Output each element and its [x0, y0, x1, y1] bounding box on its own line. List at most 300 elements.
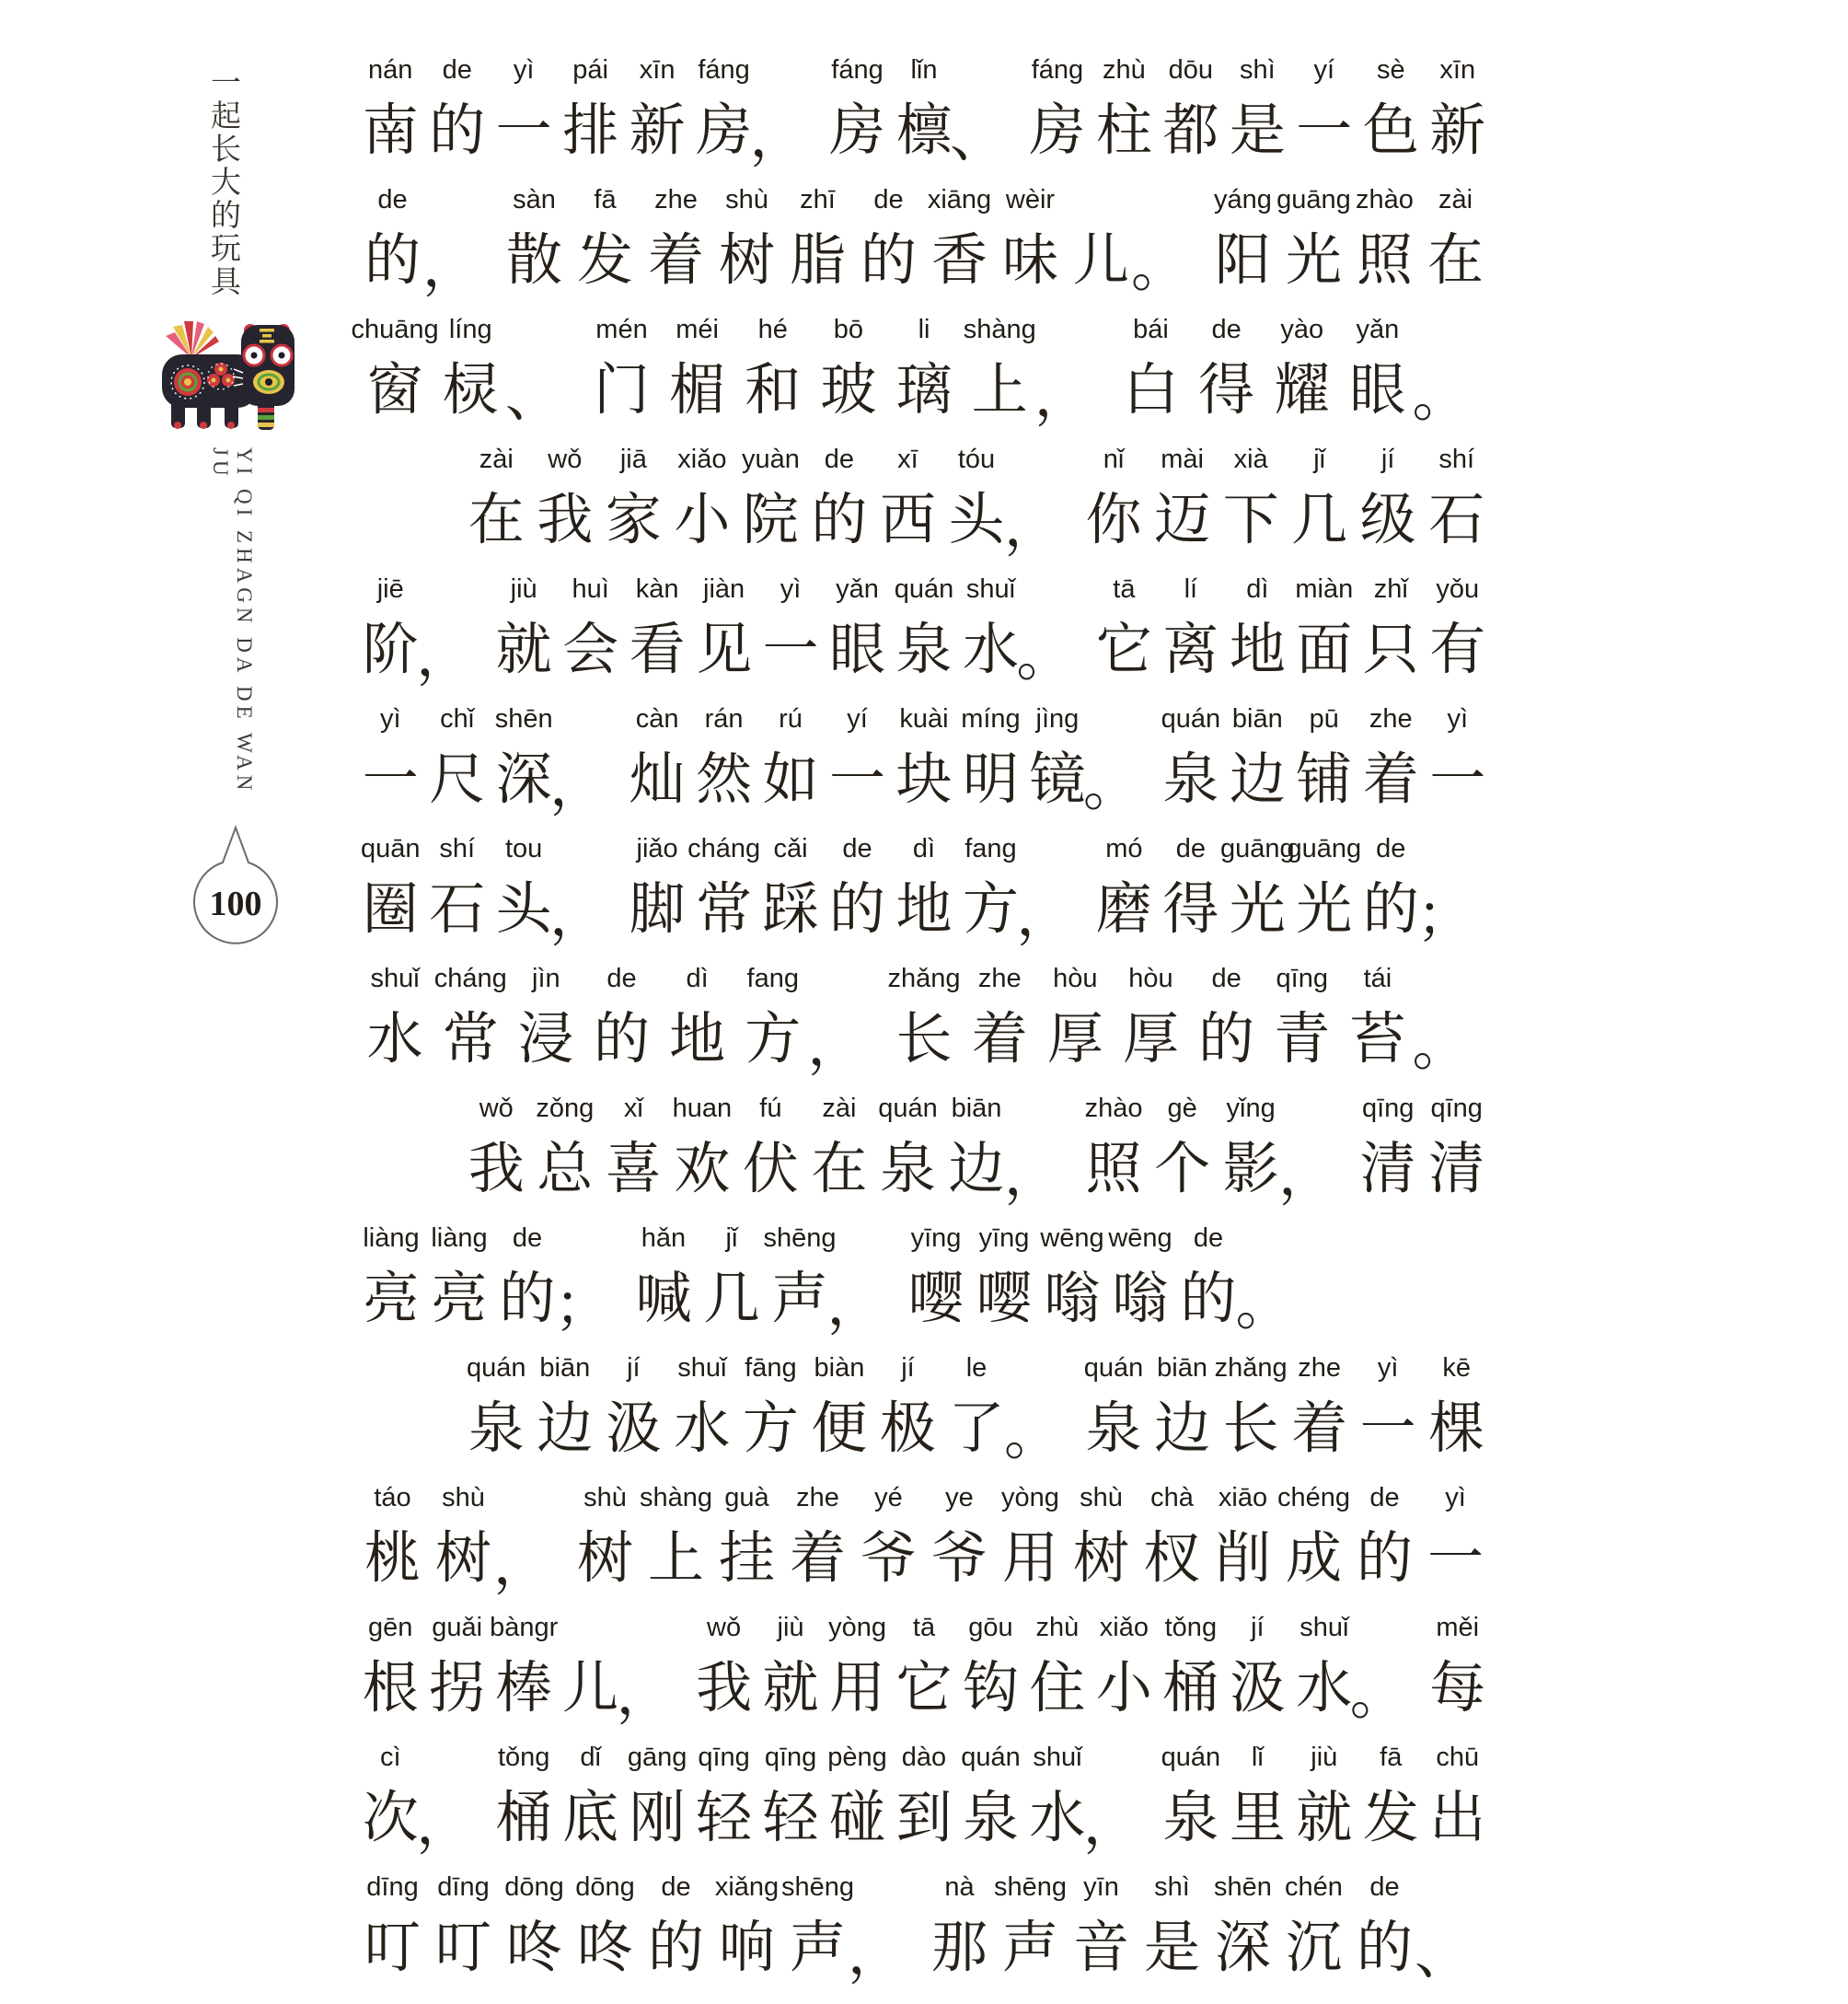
pinyin-annotation: zài: [822, 1094, 857, 1123]
hanzi-character: 亮: [363, 1268, 420, 1330]
hanzi-character: 泉: [879, 1139, 936, 1200]
hanzi-character: 汲: [1229, 1658, 1286, 1720]
pinyin-annotation: bō: [833, 315, 864, 344]
pinyin-annotation: zhe: [1298, 1353, 1342, 1383]
hanzi-character: 嘤: [907, 1268, 964, 1330]
pinyin-annotation: jí: [1251, 1613, 1265, 1642]
hanzi-character: 一: [1426, 1528, 1484, 1590]
ruby-cell: [1224, 49, 1290, 172]
pinyin-annotation: chuāng: [351, 315, 439, 344]
hanzi-character: 声: [789, 1917, 846, 1979]
hanzi-character: 耀: [1274, 360, 1331, 422]
hanzi-character: 根: [362, 1658, 419, 1720]
hanzi-character: 儿: [562, 1658, 619, 1720]
hanzi-character: 里: [1229, 1788, 1286, 1849]
pinyin-annotation: hòu: [1128, 964, 1173, 993]
hanzi-character: 小: [1095, 1658, 1152, 1720]
pinyin-annotation: ye: [945, 1483, 974, 1512]
text-line: [357, 691, 1491, 821]
ruby-cell: [782, 179, 853, 302]
ruby-cell: [1137, 1866, 1207, 1989]
ruby-cell: [499, 179, 570, 302]
ruby-cell: [1412, 308, 1491, 432]
ruby-cell: [690, 698, 757, 821]
ruby-cell: [1106, 1217, 1174, 1340]
hanzi-character: 它: [1095, 620, 1152, 681]
ruby-cell: [641, 179, 711, 302]
ruby-cell: [1349, 179, 1420, 302]
pinyin-annotation: mén: [595, 315, 648, 344]
pinyin-annotation: hǎn: [641, 1223, 687, 1253]
ruby-cell: [1420, 179, 1491, 302]
pinyin-annotation: de: [1369, 1872, 1400, 1902]
page-number-balloon: [190, 825, 282, 946]
text-line: [357, 1340, 1491, 1470]
ruby-cell: [549, 698, 623, 821]
ruby-cell: [824, 568, 890, 691]
ruby-cell: [924, 1477, 995, 1600]
pinyin-annotation: wǒ: [707, 1613, 742, 1642]
ruby-cell: [1357, 698, 1424, 821]
hanzi-character: 有: [1429, 620, 1486, 681]
hanzi-character: 的: [1198, 1009, 1255, 1071]
ruby-cell: [1420, 1477, 1491, 1600]
pinyin-annotation: shù: [442, 1483, 485, 1512]
ruby-cell: [1130, 179, 1207, 302]
pinyin-annotation: de: [1211, 964, 1242, 993]
pinyin-annotation: de: [512, 1223, 543, 1253]
ruby-cell: [624, 698, 690, 821]
hanzi-character: 一: [362, 749, 419, 811]
pinyin-annotation: nǐ: [1103, 445, 1125, 474]
hanzi-character: 明: [962, 749, 1019, 811]
ruby-cell: [1357, 568, 1424, 691]
hanzi-character: 水: [1296, 1658, 1353, 1720]
pinyin-annotation: qīng: [1361, 1094, 1415, 1123]
ruby-cell: [957, 1736, 1023, 1859]
pinyin-annotation: shì: [1154, 1872, 1190, 1902]
hanzi-character: 边: [1154, 1398, 1211, 1460]
hanzi-character: 上: [647, 1528, 704, 1590]
ruby-cell: [736, 438, 805, 562]
ruby-cell: [357, 1736, 423, 1859]
pinyin-annotation: jiǎo: [636, 834, 678, 863]
hanzi-character: 长: [1222, 1398, 1279, 1460]
ruby-cell: [735, 957, 811, 1081]
ruby-cell: [891, 828, 957, 951]
punctuation: ，: [492, 1535, 549, 1596]
pinyin-annotation: zhù: [1103, 55, 1146, 85]
ruby-cell: [805, 438, 874, 562]
hanzi-character: 脚: [629, 879, 686, 941]
hanzi-character: 喜: [605, 1139, 662, 1200]
pinyin-annotation: biān: [539, 1353, 591, 1383]
pinyin-annotation: fā: [594, 185, 617, 214]
pinyin-annotation: de: [873, 185, 904, 214]
ruby-cell: [1285, 438, 1354, 562]
ruby-cell: [1024, 698, 1091, 821]
pinyin-annotation: zhe: [654, 185, 698, 214]
pinyin-annotation: xiāng: [927, 185, 992, 214]
ruby-cell: [995, 179, 1066, 302]
ruby-cell: [425, 1217, 493, 1340]
punctuation: ，: [549, 886, 606, 947]
ruby-cell: [357, 1866, 428, 1989]
hanzi-character: 叮: [434, 1917, 491, 1979]
pinyin-annotation: xīn: [1439, 55, 1476, 85]
pinyin-annotation: chén: [1285, 1872, 1343, 1902]
pinyin-annotation: xiǎng: [714, 1872, 780, 1902]
ruby-cell: [995, 1866, 1066, 1989]
hanzi-character: 地: [895, 879, 953, 941]
pinyin-annotation: qīng: [1430, 1094, 1483, 1123]
pinyin-annotation: jiàn: [703, 574, 745, 604]
hanzi-character: 的: [811, 490, 868, 551]
pinyin-annotation: tā: [912, 1613, 936, 1642]
ruby-cell: [423, 1606, 490, 1730]
hanzi-character: 方: [962, 879, 1019, 941]
hanzi-character: 伏: [742, 1139, 799, 1200]
hanzi-character: 用: [1001, 1528, 1058, 1590]
hanzi-character: 都: [1162, 100, 1219, 162]
ruby-cell: [423, 828, 490, 951]
pinyin-annotation: tā: [1113, 574, 1136, 604]
hanzi-character: 极: [879, 1398, 936, 1460]
hanzi-character: 的: [1356, 1917, 1413, 1979]
hanzi-character: 树: [1072, 1528, 1129, 1590]
text-line: [357, 821, 1491, 951]
ruby-cell: [357, 179, 428, 302]
ruby-cell: [757, 698, 824, 821]
hanzi-character: 次: [362, 1788, 419, 1849]
ruby-cell: [1357, 1736, 1424, 1859]
pinyin-annotation: dīng: [437, 1872, 490, 1902]
ruby-cell: [1354, 1347, 1423, 1470]
hanzi-character: 看: [629, 620, 686, 681]
hanzi-character: 汲: [605, 1398, 662, 1460]
punctuation: ，: [847, 1924, 904, 1986]
pinyin-annotation: jiā: [619, 445, 647, 474]
pinyin-annotation: shù: [1080, 1483, 1123, 1512]
ruby-cell: [1412, 957, 1491, 1081]
hanzi-character: 轻: [762, 1788, 819, 1849]
ruby-cell: [1207, 1477, 1278, 1600]
ruby-cell: [1265, 308, 1340, 432]
ruby-cell: [557, 568, 623, 691]
pinyin-annotation: yáng: [1214, 185, 1272, 214]
hanzi-character: 级: [1359, 490, 1416, 551]
hanzi-character: 磨: [1095, 879, 1152, 941]
pinyin-annotation: xiāo: [1218, 1483, 1268, 1512]
hanzi-character: 璃: [895, 360, 953, 422]
ruby-cell: [891, 1736, 957, 1859]
hanzi-character: 声: [1001, 1917, 1058, 1979]
hanzi-character: 南: [362, 100, 419, 162]
ruby-cell: [957, 698, 1023, 821]
pinyin-annotation: yǎn: [1356, 315, 1400, 344]
hanzi-character: 在: [1426, 230, 1484, 292]
hanzi-character: 发: [1362, 1788, 1419, 1849]
pinyin-annotation: kē: [1442, 1353, 1472, 1383]
hanzi-character: 叮: [364, 1917, 421, 1979]
pinyin-annotation: lǐ: [1251, 1743, 1264, 1772]
punctuation: ，: [807, 1015, 864, 1077]
text-line: [357, 1859, 1491, 1989]
sidebar: [101, 0, 304, 2004]
pinyin-annotation: hé: [757, 315, 788, 344]
ruby-cell: [957, 568, 1023, 691]
pinyin-annotation: yǐng: [1226, 1094, 1276, 1123]
ruby-cell: [995, 1477, 1066, 1600]
pinyin-annotation: huì: [572, 574, 609, 604]
ruby-cell: [491, 49, 557, 172]
ruby-cell: [491, 568, 557, 691]
ruby-cell: [824, 49, 890, 172]
hanzi-character: 嗡: [1044, 1268, 1101, 1330]
pinyin-annotation: bàngr: [490, 1613, 559, 1642]
pinyin-annotation: yì: [1445, 1483, 1466, 1512]
pinyin-annotation: shuǐ: [1033, 1743, 1082, 1772]
ruby-cell: [811, 308, 886, 432]
ruby-cell: [423, 698, 490, 821]
pinyin-annotation: fāng: [745, 1353, 797, 1383]
pinyin-annotation: shì: [1239, 55, 1276, 85]
pinyin-annotation: càn: [635, 704, 679, 734]
ruby-cell: [690, 49, 757, 172]
hanzi-character: 泉: [468, 1398, 525, 1460]
ruby-cell: [1291, 568, 1357, 691]
pinyin-annotation: dì: [1246, 574, 1269, 604]
hanzi-character: 方: [742, 1398, 799, 1460]
hanzi-character: 音: [1072, 1917, 1129, 1979]
hanzi-character: 地: [669, 1009, 726, 1071]
pinyin-annotation: jiē: [376, 574, 404, 604]
hanzi-character: 楣: [669, 360, 726, 422]
pinyin-annotation: zhù: [1035, 1613, 1080, 1642]
pinyin-annotation: quán: [1083, 1353, 1144, 1383]
ruby-cell: [357, 1606, 423, 1730]
ruby-cell: [357, 49, 423, 172]
tiger-head: [233, 323, 295, 406]
hanzi-character: 窗: [366, 360, 423, 422]
ruby-cell: [824, 698, 890, 821]
pinyin-annotation: guà: [724, 1483, 769, 1512]
hanzi-character: 桶: [495, 1788, 552, 1849]
pinyin-annotation: dǐ: [580, 1743, 601, 1772]
ruby-cell: [924, 179, 995, 302]
hanzi-character: 地: [1229, 620, 1286, 681]
ruby-cell: [891, 698, 957, 821]
ruby-cell: [1207, 1866, 1278, 1989]
pinyin-annotation: shēn: [494, 704, 553, 734]
hanzi-character: 只: [1362, 620, 1419, 681]
hanzi-character: 轻: [696, 1788, 753, 1849]
ruby-cell: [782, 1866, 853, 1989]
ruby-cell: [1291, 1736, 1357, 1859]
ruby-cell: [422, 179, 499, 302]
ruby-cell: [1004, 438, 1080, 562]
pinyin-annotation: kuài: [899, 704, 949, 734]
ruby-cell: [1287, 828, 1362, 951]
tiger-toy-illustration: [155, 316, 295, 433]
pinyin-annotation: tóu: [957, 445, 996, 474]
hanzi-character: 我: [468, 1139, 525, 1200]
ruby-cell: [491, 1736, 557, 1859]
pinyin-annotation: guāng: [1276, 185, 1351, 214]
pinyin-annotation: yǒu: [1436, 574, 1480, 604]
hanzi-character: 杈: [1143, 1528, 1200, 1590]
pinyin-annotation: xǐ: [623, 1094, 643, 1123]
ruby-cell: [1091, 568, 1157, 691]
ruby-cell: [805, 1347, 874, 1470]
ruby-cell: [641, 1477, 711, 1600]
hanzi-character: 白: [1122, 360, 1179, 422]
hanzi-character: 碰: [829, 1788, 886, 1849]
hanzi-character: 总: [537, 1139, 594, 1200]
ruby-cell: [1422, 1087, 1491, 1211]
ruby-cell: [1113, 957, 1188, 1081]
pinyin-annotation: měi: [1436, 1613, 1480, 1642]
punctuation: 。: [1412, 1015, 1469, 1077]
punctuation: ，: [1004, 496, 1061, 558]
pinyin-annotation: jìng: [1035, 704, 1080, 734]
ruby-cell: [957, 1606, 1023, 1730]
ruby-cell: [557, 1736, 623, 1859]
pinyin-annotation: yì: [379, 704, 401, 734]
hanzi-character: 在: [468, 490, 525, 551]
pinyin-annotation: hòu: [1053, 964, 1098, 993]
hanzi-character: 得: [1162, 879, 1219, 941]
hanzi-character: 铺: [1296, 749, 1353, 811]
hanzi-character: 咚: [576, 1917, 633, 1979]
hanzi-character: 便: [811, 1398, 868, 1460]
hanzi-character: 是: [1143, 1917, 1200, 1979]
pinyin-annotation: quán: [1161, 704, 1221, 734]
hanzi-character: 棒: [495, 1658, 552, 1720]
ruby-cell: [736, 1087, 805, 1211]
hanzi-character: 底: [562, 1788, 619, 1849]
ruby-cell: [749, 49, 824, 172]
hanzi-character: 光: [1296, 879, 1353, 941]
pinyin-annotation: shuǐ: [677, 1353, 727, 1383]
ruby-cell: [1158, 49, 1224, 172]
ruby-cell: [763, 1217, 837, 1340]
hanzi-character: 了: [948, 1398, 1005, 1460]
ruby-cell: [357, 957, 433, 1081]
ruby-cell: [557, 49, 623, 172]
pinyin-annotation: shuǐ: [965, 574, 1016, 604]
pinyin-annotation: guāng: [1287, 834, 1362, 863]
hanzi-character: 欢: [674, 1139, 731, 1200]
hanzi-character: 阶: [362, 620, 419, 681]
ruby-cell: [1158, 1606, 1224, 1730]
ruby-cell: [1158, 698, 1224, 821]
pinyin-annotation: zhào: [1084, 1094, 1143, 1123]
pinyin-annotation: shēng: [781, 1872, 855, 1902]
pinyin-annotation: shàng: [640, 1483, 713, 1512]
ruby-cell: [1024, 1736, 1091, 1859]
hanzi-character: 挂: [718, 1528, 775, 1590]
pinyin-annotation: de: [824, 445, 855, 474]
pinyin-annotation: xī: [897, 445, 918, 474]
ruby-cell: [1422, 438, 1491, 562]
ruby-cell: [1278, 1087, 1354, 1211]
ruby-cell: [531, 1347, 600, 1470]
ruby-cell: [711, 179, 782, 302]
ruby-cell: [942, 1347, 1011, 1470]
hanzi-character: 的: [647, 1917, 704, 1979]
pinyin-annotation: quán: [894, 574, 954, 604]
hanzi-character: 一: [762, 620, 819, 681]
hanzi-character: 就: [762, 1658, 819, 1720]
ruby-cell: [1235, 1217, 1311, 1340]
ruby-cell: [660, 308, 735, 432]
punctuation: ，: [1004, 1145, 1061, 1207]
hanzi-character: 拐: [429, 1658, 486, 1720]
pinyin-annotation: yào: [1280, 315, 1324, 344]
pinyin-annotation: dōng: [575, 1872, 635, 1902]
ruby-cell: [826, 1217, 902, 1340]
hanzi-character: 出: [1429, 1788, 1486, 1849]
pinyin-annotation: zhǐ: [1373, 574, 1408, 604]
pinyin-annotation: tǒng: [497, 1743, 550, 1772]
ruby-cell: [1349, 1606, 1424, 1730]
ruby-cell: [660, 957, 735, 1081]
pinyin-annotation: mài: [1161, 445, 1204, 474]
punctuation: ，: [749, 107, 806, 168]
punctuation: 。: [1016, 626, 1073, 688]
hanzi-character: 苔: [1349, 1009, 1406, 1071]
pinyin-annotation: sè: [1376, 55, 1405, 85]
pinyin-annotation: dōu: [1168, 55, 1214, 85]
hanzi-character: 树: [718, 230, 775, 292]
ruby-cell: [1066, 1477, 1137, 1600]
pinyin-annotation: yé: [874, 1483, 903, 1512]
pinyin-annotation: yì: [1447, 704, 1469, 734]
hanzi-character: 排: [562, 100, 619, 162]
hanzi-character: 房: [1029, 100, 1086, 162]
hanzi-character: 水: [674, 1398, 731, 1460]
ruby-cell: [1357, 49, 1424, 172]
ruby-cell: [1265, 957, 1340, 1081]
pinyin-annotation: shēn: [1214, 1872, 1272, 1902]
ruby-cell: [531, 438, 600, 562]
pinyin-annotation: dīng: [366, 1872, 419, 1902]
pinyin-annotation: fang: [746, 964, 799, 993]
pinyin-annotation: míng: [961, 704, 1021, 734]
hanzi-character: 上: [971, 360, 1028, 422]
hanzi-character: 檩: [895, 100, 953, 162]
hanzi-character: 浸: [517, 1009, 574, 1071]
hanzi-character: 我: [537, 490, 594, 551]
ruby-cell: [1285, 1347, 1354, 1470]
hanzi-character: 青: [1274, 1009, 1331, 1071]
ruby-cell: [1214, 1347, 1288, 1470]
pinyin-annotation: tou: [505, 834, 543, 863]
ruby-cell: [416, 568, 490, 691]
pinyin-annotation: qīng: [698, 1743, 750, 1772]
pinyin-annotation: yì: [780, 574, 802, 604]
pinyin-annotation: líng: [448, 315, 492, 344]
ruby-cell: [1004, 1347, 1080, 1470]
ruby-cell: [690, 1736, 757, 1859]
hanzi-character: 长: [895, 1009, 953, 1071]
pinyin-annotation: le: [965, 1353, 988, 1383]
hanzi-character: 和: [745, 360, 802, 422]
pinyin-annotation: chéng: [1277, 1483, 1351, 1512]
hanzi-character: 灿: [629, 749, 686, 811]
ruby-cell: [357, 1477, 428, 1600]
